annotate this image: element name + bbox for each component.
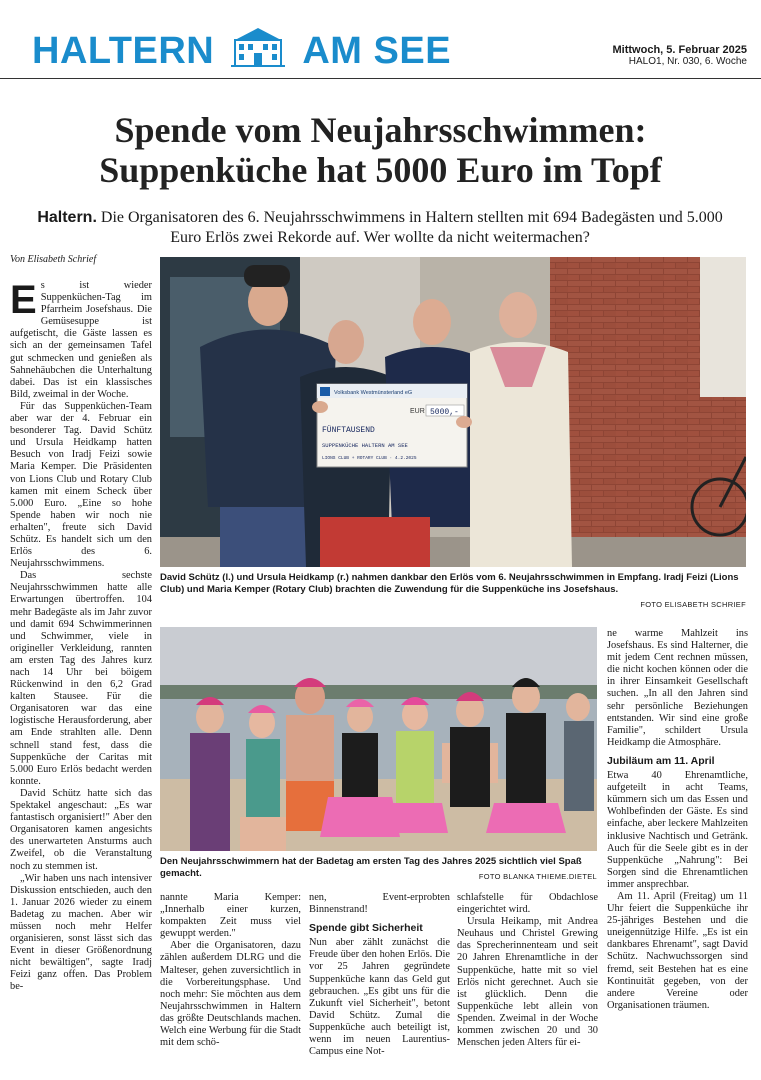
lead-text: Die Organisatoren des 6. Neujahrsschwimmens in Haltern stellten mit 694 Badegästen und 5.000 Euro Erlös zwei Rekorde auf. Wer wollte da nicht weitermachen? (100, 209, 723, 246)
article-paragraph: Etwa 40 Ehrenamtliche, aufgeteilt in acht Teams, kümmern sich um das Essen und Wohlbefinden der Gäste. Es sind einfache, aber leckere Mahlzeiten inklusive Nachtisch und Getränk. Auch für die Seele gibt es in der Suppenküche „Nahrung": Bei Sorgen sind die Ehrenamtlichen immer ansprechbar. (607, 770, 748, 890)
photo-new-year-swimmers (160, 627, 597, 851)
photo1-caption: David Schütz (l.) und Ursula Heidkamp (r.) nahmen dankbar den Erlös vom 6. Neujahrsschwimmen in Empfang. Iradj Feizi (Lions Club) und Maria Kemper (Rotary Club) brachten die Zuwendung für die Suppenküche ins Josefshaus. (160, 572, 739, 595)
logo-title-right: AM SEE (302, 30, 452, 72)
article-column-3 (309, 892, 450, 1058)
town-hall-icon (229, 26, 287, 76)
cheque-currency: EUR (410, 408, 425, 415)
subheading: Spende gibt Sicherheit (309, 922, 423, 935)
article-paragraph: schlafstelle für Obdachlose eingerichtet wird. (457, 892, 598, 916)
article-paragraph: Das sechste Neujahrsschwimmen hatte alle Erwartungen übertroffen. 104 mehr Badegäste als im Jahr zuvor und damit 694 Schwimmerinnen und Schwimmer, viele in origineller Verkleidung, rannten am ersten Tag des Jahres kurz nach 14 Uhr bei böigem Rückenwind in den 6,2 Grad kalten Stausee. Für die Organisatoren war das eine logistische Herausforderung, aber am Ende strahlten alle. Denn schnell stand fest, dass die Suppenküche der Caritas mit 5.000 Euro Erlös bedacht werden konnte. (10, 570, 152, 787)
drop-cap: E (10, 278, 37, 322)
lead-paragraph (30, 208, 730, 248)
photo2-credit: FOTO BLANKA THIEME.DIETEL (478, 872, 597, 881)
cheque-payee: SUPPENKÜCHE HALTERN AM SEE (322, 442, 408, 449)
subheading: Jubiläum am 11. April (607, 754, 715, 767)
newspaper-logo (32, 26, 451, 76)
issue-date: Mittwoch, 5. Februar 2025 (612, 44, 747, 56)
article-paragraph: Nun aber zählt zunächst die Freude über den hohen Erlös. Die vor 25 Jahren gegründete Suppenküche kann das Geld gut gebrauchen. „Es gibt uns für die Zukunft viel Sicherheit", betont David Schütz. Zumal die Suppenküche auch beteiligt ist, wenn im neuen Laurentius-Campus eine Not- (309, 937, 450, 1058)
article-paragraph: Für das Suppenküchen-Team aber war der 4. Februar ein besonderer Tag. David Schütz und Ursula Heidkamp hatten Besuch von Iradj Feizi sowie Maria Kemper. Die Präsidenten von Lions Club und Rotary Club kamen mit einem Scheck über 5.000 Euro. „Eine so hohe Spende haben wir noch nie erhalten", freute sich David Schütz. Es handelt sich um den Erlös des 6. Neujahrsschwimmens. (10, 400, 152, 570)
cheque-amount: 5000,- (430, 408, 459, 417)
article-paragraph: Aber die Organisatoren, dazu zählen außerdem DLRG und die Malteser, gehen zuversichtlich in die Vorbereitungsphase. Und noch mehr: Sie möchten aus dem Neujahrsschwimmen in Haltern das größte Deutschlands machen. Welch eine Werbung für die Stadt mit dem schö- (160, 940, 301, 1049)
issue-edition: HALO1, Nr. 030, 6. Woche (628, 56, 747, 67)
article-paragraph: Ursula Heikamp, mit Andrea Neuhaus und Christel Grewing das Sprecherinnenteam und seit 20 Jahren Ehrenamtliche in der Suppenküche, hatte mit so viel Erlös nicht gerechnet. Auch sie ist glücklich. Denn die Suppenküche lebt allein von Spenden. Zweimal in der Woche kommen zwischen 20 und 30 Menschen jeden Alters für ei- (457, 916, 598, 1049)
article-paragraph: „Wir haben uns nach intensiver Diskussion entschieden, auch den 1. Januar 2026 wieder zu einem Badetag zu machen. Aber wir müssen noch mehr Helfer organisieren, sonst lässt sich das Event in dieser Größenordnung nicht bewältigen", sagte Iradj Feizi ganz offen. Das Problem be- (10, 872, 152, 993)
lead-place: Haltern. (37, 209, 97, 226)
article-paragraph: nen, Event-erprobten Binnenstrand! (309, 892, 450, 916)
donation-cheque (317, 384, 467, 467)
cheque-amount-words: FÜNFTAUSEND (322, 426, 375, 435)
photo-cheque-handover (160, 257, 746, 567)
article-paragraph: ne warme Mahlzeit ins Josefshaus. Es sind Halterner, die mit jedem Cent rechnen müssen, die nicht kochen können oder die in ihrer Einsamkeit Gesellschaft suchen. „In all den Jahren sind sehr persönliche Beziehungen entstanden. Wir sind eine große Familie", schildert Ursula Heidkamp die Atmosphäre. (607, 628, 748, 748)
photo1-credit: FOTO ELISABETH SCHRIEF (640, 600, 746, 609)
byline: Von Elisabeth Schrief (10, 254, 97, 265)
article-paragraph: nannte Maria Kemper: „Innerhalb einer kurzen, kompakten Zeit muss viel gewuppt werden." (160, 892, 301, 940)
headline-line-1: Spende vom Neujahrsschwimmen: (114, 110, 647, 150)
headline-line-2: Suppenküche hat 5000 Euro im Topf (99, 150, 662, 190)
article-column-2 (160, 892, 301, 1049)
article-paragraph: David Schütz hatte sich das Spektakel angeschaut: „Es war fantastisch organisiert!" Aber den Organisatoren kamen angesichts des unerwarteten Ansturms auch Zweifel, ob die Veranstaltung noch zu stemmen ist. (10, 787, 152, 872)
article-column-5 (607, 628, 748, 1012)
cheque-bank: Volksbank Westmünsterland eG (334, 390, 413, 396)
article-column-1 (10, 280, 152, 994)
article-paragraph: Am 11. April (Freitag) um 11 Uhr feiert die Suppenküche ihr 25-jähriges Bestehen und die uneigennützige Hilfe. „Es ist ein dankbares Ehrenamt", sagt David Schütz. Nachwuchssorgen sind fremd, seit Bestehen hat es eine Kontinuität gegeben, von der andere Vereine oder Organisationen träumen. (607, 890, 748, 1011)
cheque-memo: LIONS CLUB + ROTARY CLUB · 4.2.2025 (322, 456, 417, 461)
logo-title-left: HALTERN (32, 30, 215, 72)
article-paragraph: Es ist wieder Suppenküchen-Tag im Pfarrheim Josefshaus. Die Gemüsesuppe ist aufgetischt, die Gäste lassen es sich an der gemeinsamen Tafel gut schmecken und genießen als Sahnehäubchen die Unterhaltung dabei. Das ist ein klassisches Bild, zweimal in der Woche. (10, 278, 152, 400)
headline (0, 110, 761, 190)
masthead (0, 0, 761, 80)
masthead-rule (0, 78, 761, 79)
article-column-4 (457, 892, 598, 1049)
dateline (613, 44, 747, 68)
photo2-caption: Den Neujahrsschwimmern hat der Badetag am ersten Tag des Jahres 2025 sichtlich viel Spaß gemacht. (160, 856, 582, 879)
